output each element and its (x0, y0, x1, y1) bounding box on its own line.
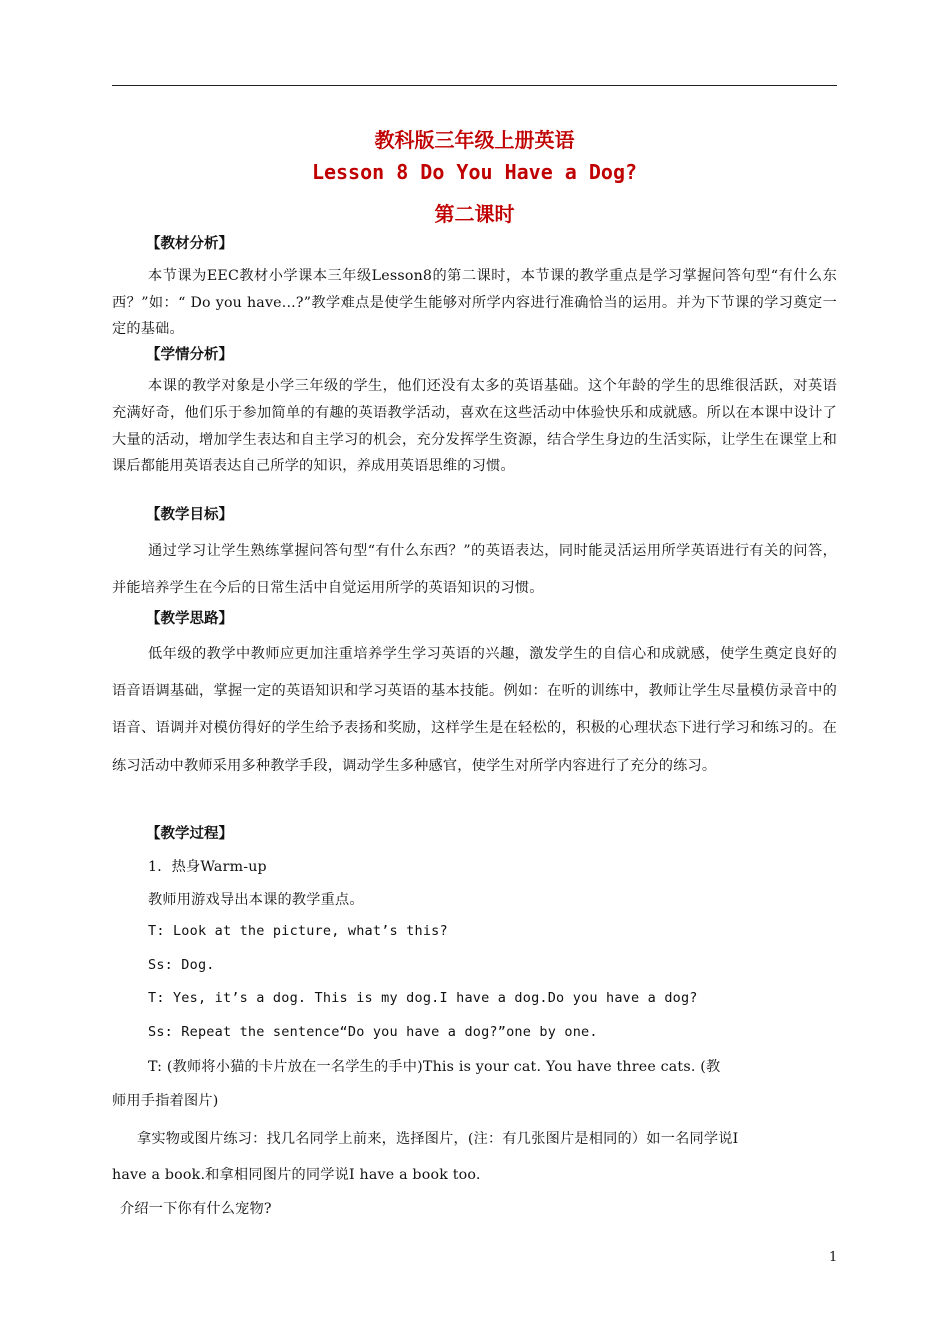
dialog-line: Ss: Repeat the sentence“Do you have a dog?”one by one. (148, 1024, 598, 1040)
paragraph-approach: 低年级的教学中教师应更加注重培养学生学习英语的兴趣，激发学生的自信心和成就感，使学生奠定良好的语音语调基础，掌握一定的英语知识和学习英语的基本技能。例如：在听的训练中，教师让学生尽量模仿录音中的语音、语调并对模仿得好的学生给予表扬和奖励，这样学生是在轻松的，积极的心理状态下进行学习和练习的。在练习活动中教师采用多种教学手段，调动学生多种感官，使学生对所学内容进行了充分的练习。 (112, 646, 837, 774)
header-rule (112, 85, 837, 86)
document-title: 教科版三年级上册英语 (374, 128, 575, 152)
paragraph-goals: 通过学习让学生熟练掌握问答句型“有什么东西？”的英语表达，同时能灵活运用所学英语进行有关的问答，并能培养学生在今后的日常生活中自觉运用所学的英语知识的习惯。 (112, 543, 837, 596)
paragraph-students: 本课的教学对象是小学三年级的学生，他们还没有太多的英语基础。这个年龄的学生的思维很活跃，对英语充满好奇，他们乐于参加简单的有趣的英语教学活动，喜欢在这些活动中体验快乐和成就感。所以在本课中设计了大量的活动，增加学生表达和自主学习的机会，充分发挥学生资源，结合学生身边的生活实际，让学生在课堂上和课后都能用英语表达自己所学的知识，养成用英语思维的习惯。 (112, 378, 837, 475)
page-number: 1 (829, 1250, 838, 1265)
practice-line: 拿实物或图片练习：找几名同学上前来，选择图片，(注：有几张图片是相同的）如一名同学说I (137, 1131, 739, 1147)
lesson-title: Lesson 8 Do You Have a Dog? (311, 160, 638, 184)
heading-goals: 【教学目标】 (146, 507, 233, 523)
question-line: 介绍一下你有什么宠物? (120, 1201, 272, 1217)
heading-materials: 【教材分析】 (146, 236, 233, 252)
dialog-line: 师用手指着图片) (112, 1093, 219, 1109)
dialog-line: T: Yes, it’s a dog. This is my dog.I have a dog.Do you have a dog? (148, 990, 698, 1006)
lesson-subtitle: 第二课时 (434, 202, 515, 226)
heading-students: 【学情分析】 (146, 347, 233, 363)
dialog-line: T: (教师将小猫的卡片放在一名学生的手中)This is your cat. You have three cats. (教 (148, 1059, 721, 1075)
heading-process: 【教学过程】 (146, 826, 233, 842)
paragraph-materials: 本节课为EEC教材小学课本三年级Lesson8的第二课时，本节课的教学重点是学习掌握问答句型“有什么东西？”如：“ Do you have...?”教学难点是使学生能够对所学内容进行准确恰当的运用。并为下节课的学习奠定一定的基础。 (112, 268, 837, 337)
heading-approach: 【教学思路】 (146, 611, 233, 627)
practice-line: have a book.和拿相同图片的同学说I have a book too. (112, 1167, 481, 1183)
dialog-line: Ss: Dog. (148, 957, 215, 973)
step-intro: 教师用游戏导出本课的教学重点。 (148, 892, 364, 908)
dialog-line: T: Look at the picture, what’s this? (148, 923, 448, 939)
step-warmup: 1．热身Warm-up (148, 859, 267, 875)
